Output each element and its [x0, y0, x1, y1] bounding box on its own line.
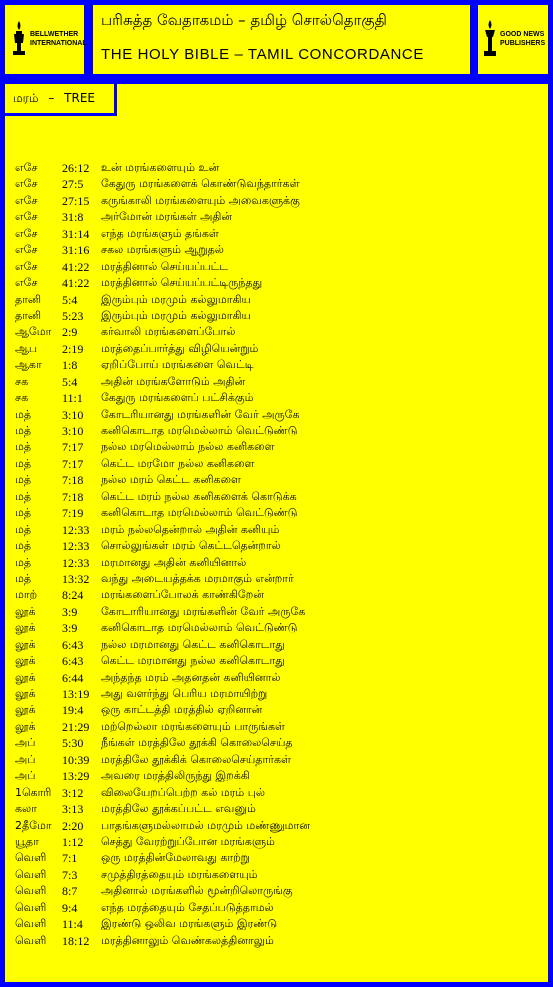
entry-row — [15, 292, 545, 308]
entry-text: அவரை மரத்திலிருந்து இறக்கி — [101, 769, 250, 783]
entry-ref: 3:9 — [62, 604, 78, 619]
entry-book: எசே — [15, 276, 38, 290]
entry-text: கனிகொடாத மரமெல்லாம் வெட்டுண்டு — [101, 424, 298, 437]
entry-ref: 10:39 — [62, 752, 90, 767]
entry-row — [15, 505, 545, 521]
entry-book: எசே — [15, 177, 38, 191]
entry-row — [15, 522, 545, 538]
entry-book: ஆப — [15, 341, 38, 355]
entry-row — [15, 538, 545, 554]
entry-row — [15, 176, 545, 192]
entry-text: மற்றெல்லா மரங்களையும் பாருங்கள் — [101, 719, 285, 733]
entry-book: மத் — [15, 571, 32, 585]
entry-book: ஆமோ — [15, 325, 52, 339]
entry-book: மத் — [15, 456, 32, 470]
entry-ref: 41:22 — [62, 276, 90, 291]
good-news-logo-panel — [478, 5, 548, 74]
entry-text: கேதுரு மரங்களைக் கொண்டுவந்தார்கள் — [101, 177, 300, 191]
entry-book: அப் — [15, 736, 36, 750]
entry-text: எந்த மரங்களும் தங்கள் — [101, 226, 219, 240]
entry-ref: 31:8 — [62, 210, 84, 225]
entry-ref: 7:17 — [62, 456, 84, 471]
entry-book: மத் — [15, 424, 32, 437]
entry-book: சக — [15, 374, 29, 388]
entry-book: மத் — [15, 555, 32, 569]
entry-text: ஏறிப்போய் மரங்களை வெட்டி — [101, 358, 254, 372]
left-logo-line1: BELLWETHER — [30, 31, 79, 38]
entry-text: வந்து அடையத்தக்க மரமாகும் என்றார் — [101, 571, 294, 585]
entry-row — [15, 259, 545, 275]
entry-book: வெளி — [15, 933, 47, 947]
entry-ref: 9:4 — [62, 900, 78, 915]
entry-ref: 7:17 — [62, 440, 84, 455]
entry-row — [15, 900, 545, 916]
entry-ref: 13:19 — [62, 687, 90, 701]
entry-book: லூக் — [15, 703, 36, 717]
entry-row — [15, 226, 545, 242]
entry-book: எசே — [15, 193, 38, 207]
entry-row — [15, 801, 545, 817]
entry-book: வெளி — [15, 917, 47, 931]
entry-row — [15, 308, 545, 324]
bellwether-logo — [11, 19, 87, 59]
entry-text: கர்வாலி மரங்களைப்போல் — [101, 325, 236, 339]
right-logo-line1: GOOD NEWS — [500, 31, 545, 38]
entry-ref: 18:12 — [62, 933, 90, 948]
entry-text: சகல மரங்களும் ஆறுதல் — [101, 243, 224, 257]
entry-text: விலையேறப்பெற்ற கல் மரம் புல் — [101, 785, 266, 799]
entry-text: கனிகொடாத மரமெல்லாம் வெட்டுண்டு — [101, 506, 298, 520]
entry-row — [15, 653, 545, 669]
entry-book: எசே — [15, 226, 38, 240]
entry-ref: 12:33 — [62, 522, 90, 537]
entry-text: கோடாரியானது மரங்களின் வேர் அருகே — [101, 604, 306, 618]
entry-ref: 21:29 — [62, 719, 90, 734]
entry-row — [15, 160, 545, 176]
entry-ref: 26:12 — [62, 161, 90, 175]
entry-row — [15, 818, 545, 834]
headword-english: TREE — [64, 91, 96, 105]
entry-ref: 5:30 — [62, 736, 84, 751]
lamp-icon — [11, 19, 27, 59]
entry-ref: 7:19 — [62, 506, 84, 521]
good-news-logo — [483, 19, 545, 59]
entry-book: லூக் — [15, 719, 36, 733]
entry-text: அர்மோன் மரங்கள் அதின் — [101, 210, 233, 224]
entry-ref: 8:7 — [62, 884, 78, 899]
entry-row — [15, 242, 545, 258]
entry-book: 1கொரி — [15, 785, 52, 799]
entry-ref: 7:18 — [62, 473, 84, 488]
title-tamil: பரிசுத்த வேதாகமம் – தமிழ் சொல்தொகுதி — [101, 11, 387, 29]
entry-text: அது வளர்ந்து பெரிய மரமாயிற்று — [101, 687, 268, 700]
entry-ref: 5:4 — [62, 374, 78, 389]
entry-ref: 41:22 — [62, 259, 90, 274]
entry-text: மரத்தைப்பார்த்து விழியென்றும் — [101, 341, 259, 355]
entry-row — [15, 933, 545, 949]
entry-row — [15, 834, 545, 850]
entry-row — [15, 620, 545, 636]
entry-row — [15, 341, 545, 357]
entry-ref: 3:10 — [62, 407, 84, 422]
headword-tamil: மரம் — [13, 91, 39, 105]
entry-book: ஆகா — [15, 358, 42, 372]
entry-ref: 12:33 — [62, 539, 90, 554]
entry-text: நல்ல மரமெல்லாம் நல்ல கனிகளை — [101, 440, 275, 454]
entry-book: 2தீமோ — [15, 818, 52, 832]
entry-book: வெளி — [15, 867, 47, 881]
entry-list — [15, 160, 545, 949]
headword-dash: – — [48, 91, 55, 105]
entry-row — [15, 883, 545, 899]
entry-row — [15, 587, 545, 603]
entry-ref: 11:1 — [62, 391, 83, 406]
entry-text: நல்ல மரமானது கெட்ட கனிகொடாது — [101, 637, 285, 651]
entry-ref: 1:8 — [62, 358, 78, 373]
entry-ref: 27:15 — [62, 193, 90, 208]
entry-book: லூக் — [15, 654, 36, 668]
entry-ref: 3:9 — [62, 621, 78, 636]
entry-ref: 12:33 — [62, 555, 90, 570]
entry-book: லூக் — [15, 604, 36, 618]
entry-row — [15, 571, 545, 587]
entry-text: கெட்ட மரமோ நல்ல கனிகளை — [101, 456, 255, 470]
entry-text: கனிகொடாத மரமெல்லாம் வெட்டுண்டு — [101, 621, 298, 635]
entry-book: எசே — [15, 210, 38, 224]
entry-row — [15, 407, 545, 423]
entry-row — [15, 193, 545, 209]
entry-row — [15, 357, 545, 373]
entry-row — [15, 275, 545, 291]
entry-book: யூதா — [15, 834, 39, 848]
entry-text: ஒரு காட்டத்தி மரத்தில் ஏறினான் — [101, 703, 263, 717]
entry-ref: 2:9 — [62, 325, 78, 340]
entry-ref: 13:32 — [62, 571, 90, 586]
entry-row — [15, 637, 545, 653]
entry-ref: 2:20 — [62, 818, 84, 833]
entry-book: எசே — [15, 259, 38, 273]
entry-book: அப் — [15, 752, 36, 766]
entry-book: மத் — [15, 506, 32, 520]
entry-text: அதின் மரங்களோடும் அதின் — [101, 374, 246, 388]
entry-text: எந்த மரத்தையும் சேதப்படுத்தாமல் — [101, 900, 274, 914]
entry-text: இரும்பும் மரமும் கல்லுமாகிய — [101, 308, 251, 322]
entry-book: லூக் — [15, 687, 36, 700]
entry-text: சமுத்திரத்தையும் மரங்களையும் — [101, 867, 258, 881]
entry-text: மரத்தினால் செய்யப்பட்டிருந்தது — [101, 276, 263, 290]
torch-icon — [483, 19, 497, 59]
entry-text: சொல்லுங்கள் மரம் கெட்டதென்றால் — [101, 539, 281, 553]
entry-book: சக — [15, 391, 29, 405]
entry-row — [15, 850, 545, 866]
entry-ref: 7:3 — [62, 867, 78, 882]
entry-row — [15, 768, 545, 784]
entry-row — [15, 489, 545, 505]
entry-book: மத் — [15, 440, 32, 454]
entry-book: வெளி — [15, 884, 47, 898]
entry-text: மரங்களைப்போலக் காண்கிறேன் — [101, 588, 264, 602]
entry-text: கெட்ட மரம் நல்ல கனிகளைக் கொடுக்க — [101, 489, 297, 503]
entry-book: லூக் — [15, 637, 36, 651]
entry-row — [15, 324, 545, 340]
entry-row — [15, 472, 545, 488]
entry-row — [15, 555, 545, 571]
entry-ref: 27:5 — [62, 177, 84, 192]
entry-text: அந்தந்த மரம் அதனதன் கனியினால் — [101, 670, 281, 684]
entry-row — [15, 604, 545, 620]
entry-ref: 11:4 — [62, 917, 83, 932]
entry-text: மரத்திலே தூக்கிக் கொலைசெய்தார்கள் — [101, 752, 291, 766]
entry-row — [15, 209, 545, 225]
entry-text: மரம் நல்லதென்றால் அதின் கனியும் — [101, 522, 280, 536]
entry-text: மரத்தினாலும் வெண்கலத்தினாலும் — [101, 933, 274, 947]
entry-text: நீங்கள் மரத்திலே தூக்கி கொலைசெய்த — [101, 736, 293, 750]
entry-book: எசே — [15, 243, 38, 257]
entry-book: அப் — [15, 769, 36, 783]
entry-ref: 6:44 — [62, 670, 84, 685]
entry-row — [15, 719, 545, 735]
entry-text: கெட்ட மரமானது நல்ல கனிகொடாது — [101, 654, 285, 668]
entry-ref: 3:10 — [62, 424, 84, 438]
entry-ref: 3:13 — [62, 802, 84, 817]
entry-row — [15, 867, 545, 883]
entry-row — [15, 456, 545, 472]
title-english: THE HOLY BIBLE – TAMIL CONCORDANCE — [101, 46, 424, 63]
entry-ref: 2:19 — [62, 341, 84, 356]
headword-tab — [5, 84, 117, 116]
entry-book: லூக் — [15, 621, 36, 635]
entry-row — [15, 439, 545, 455]
entry-book: வெளி — [15, 900, 47, 914]
entry-ref: 5:23 — [62, 308, 84, 323]
entry-book: தானி — [15, 292, 42, 306]
entry-text: செத்து வேரற்றுப்போன மரங்களும் — [101, 834, 275, 848]
right-logo-line2: PUBLISHERS — [500, 40, 546, 47]
entry-ref: 31:16 — [62, 243, 90, 258]
entry-row — [15, 916, 545, 932]
entry-text: மரத்திலே தூக்கப்பட்ட எவனும் — [101, 802, 256, 816]
entry-text: உன் மரங்களையும் உன் — [101, 161, 220, 174]
title-panel — [93, 5, 470, 74]
bellwether-logo-panel — [5, 5, 87, 74]
entry-row — [15, 374, 545, 390]
entry-ref: 6:43 — [62, 654, 84, 669]
entry-text: பாதங்களுமல்லாமல் மரமும் மண்ணுமான — [101, 818, 310, 832]
left-logo-line2: INTERNATIONAL — [30, 40, 87, 47]
entry-text: கருங்காலி மரங்களையும் அவைகளுக்கு — [101, 193, 300, 207]
entry-row — [15, 686, 545, 702]
entry-ref: 7:1 — [62, 851, 78, 866]
entry-book: லூக் — [15, 670, 36, 684]
entry-book: மத் — [15, 407, 32, 421]
entry-row — [15, 390, 545, 406]
entry-ref: 13:29 — [62, 769, 90, 784]
entry-ref: 7:18 — [62, 489, 84, 504]
entry-row — [15, 670, 545, 686]
entry-book: கலா — [15, 802, 37, 816]
concordance-content — [5, 84, 548, 982]
entry-row — [15, 702, 545, 718]
entry-text: ஒரு மரத்தின்மேலாவது காற்று — [101, 851, 250, 865]
entry-text: நல்ல மரம் கெட்ட கனிகளை — [101, 473, 241, 487]
entry-book: மத் — [15, 522, 32, 536]
entry-ref: 3:12 — [62, 785, 84, 800]
entry-row — [15, 735, 545, 751]
entry-ref: 5:4 — [62, 292, 78, 307]
entry-book: எசே — [15, 161, 38, 174]
entry-row — [15, 423, 545, 439]
entry-book: தானி — [15, 308, 42, 322]
entry-ref: 1:12 — [62, 834, 84, 849]
entry-text: மரத்தினால் செய்யப்பட்ட — [101, 259, 229, 273]
entry-book: மத் — [15, 489, 32, 503]
entry-text: மரமானது அதின் கனியினால் — [101, 555, 247, 569]
entry-book: மத் — [15, 473, 32, 487]
entry-book: மத் — [15, 539, 32, 553]
entry-ref: 19:4 — [62, 703, 84, 718]
entry-book: மாற் — [15, 588, 38, 602]
entry-text: கேதுரு மரங்களைப் பட்சிக்கும் — [101, 391, 254, 405]
headword — [13, 91, 95, 107]
entry-row — [15, 785, 545, 801]
entry-book: வெளி — [15, 851, 47, 865]
entry-ref: 6:43 — [62, 637, 84, 652]
entry-ref: 8:24 — [62, 588, 84, 603]
entry-ref: 31:14 — [62, 226, 90, 241]
entry-text: அதினால் மரங்களில் மூன்றிலொருங்கு — [101, 884, 293, 898]
entry-row — [15, 752, 545, 768]
entry-text: இரண்டு ஒலிவ மரங்களும் இரண்டு — [101, 917, 278, 931]
entry-text: கோடரியானது மரங்களின் வேர் அருகே — [101, 407, 300, 421]
entry-text: இரும்பும் மரமும் கல்லுமாகிய — [101, 292, 251, 306]
